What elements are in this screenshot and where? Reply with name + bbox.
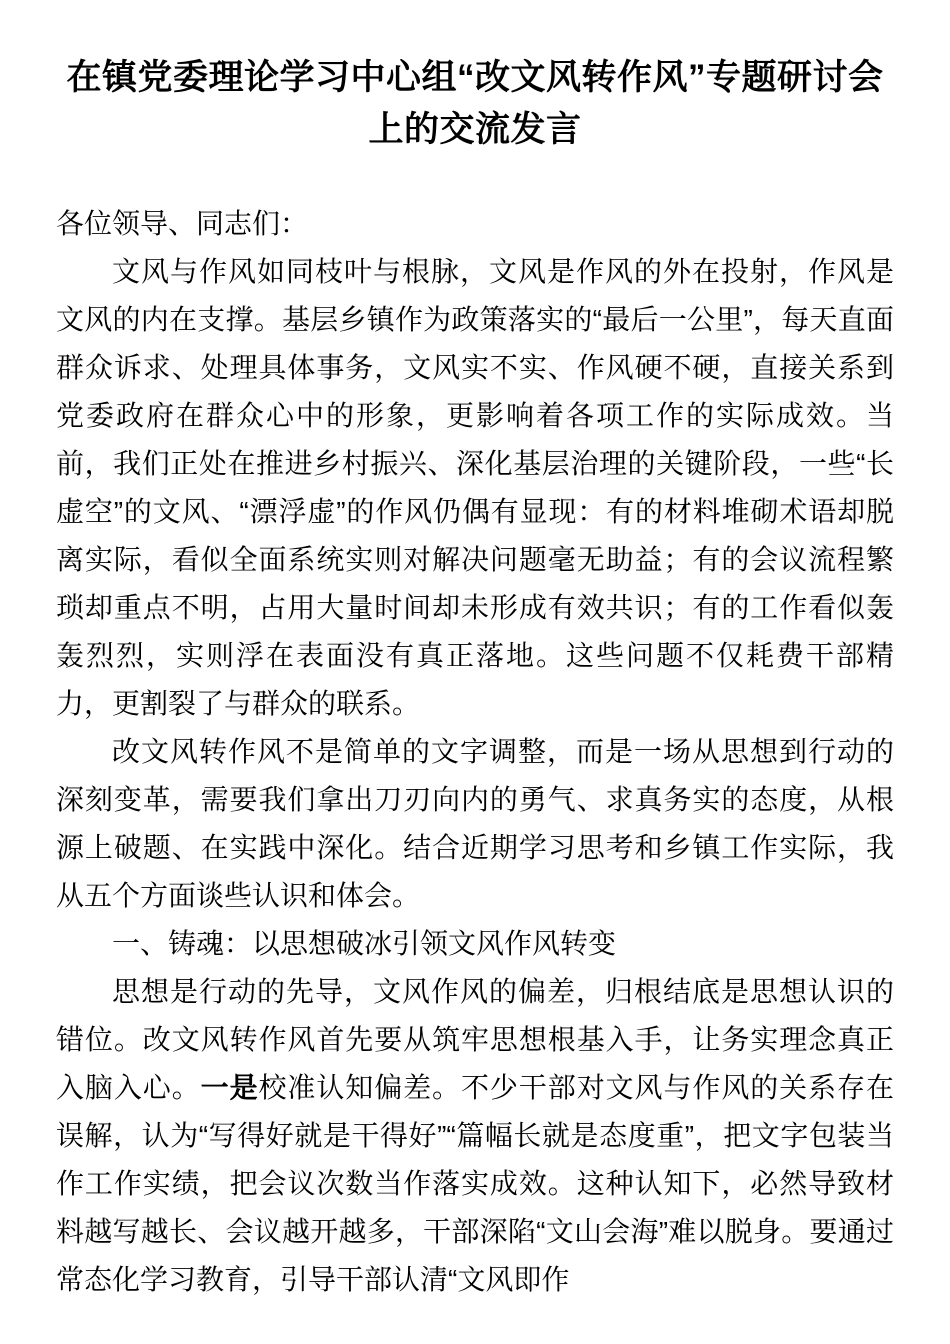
section-1-text-emphasis: 一是 bbox=[200, 1072, 259, 1103]
document-body bbox=[0, 200, 950, 1304]
section-1-text-part-2: 校准认知偏差。不少干部对文风与作风的关系存在误解，认为“写得好就是干得好”“篇幅长就是态度重”，把文字包装当作工作实绩，把会议次数当作落实成效。这种认知下，必然导致材料越写越长、会议越开越多，干部深陷“文山会海”难以脱身。要通过常态化学习教育，引导干部认清“文风即作 bbox=[56, 1072, 894, 1295]
section-1-text-part-1: 思想是行动的先导，文风作风的偏差，归根结底是思想认识的错位。改文风转作风首先要从筑牢思想根基入手，让务实理念真正入脑入心。 bbox=[56, 976, 894, 1103]
paragraph-1: 文风与作风如同枝叶与根脉，文风是作风的外在投射，作风是文风的内在支撑。基层乡镇作为政策落实的“最后一公里”，每天直面群众诉求、处理具体事务，文风实不实、作风硬不硬，直接关系到党委政府在群众心中的形象，更影响着各项工作的实际成效。当前，我们正处在推进乡村振兴、深化基层治理的关键阶段，一些“长虚空”的文风、“漂浮虚”的作风仍偶有显现：有的材料堆砌术语却脱离实际，看似全面系统实则对解决问题毫无助益；有的会议流程繁琐却重点不明，占用大量时间却未形成有效共识；有的工作看似轰轰烈烈，实则浮在表面没有真正落地。这些问题不仅耗费干部精力，更割裂了与群众的联系。 bbox=[56, 256, 894, 719]
salutation-line: 各位领导、同志们： bbox=[56, 208, 309, 239]
section-heading-1: 一、铸魂：以思想破冰引领文风作风转变 bbox=[112, 928, 617, 959]
page-title: 在镇党委理论学习中心组“改文风转作风”专题研讨会上的交流发言 bbox=[66, 58, 884, 149]
section-1-paragraph bbox=[56, 968, 894, 1304]
paragraph-2: 改文风转作风不是简单的文字调整，而是一场从思想到行动的深刻变革，需要我们拿出刀刃向内的勇气、求真务实的态度，从根源上破题、在实践中深化。结合近期学习思考和乡镇工作实际，我从五个方面谈些认识和体会。 bbox=[56, 736, 894, 911]
